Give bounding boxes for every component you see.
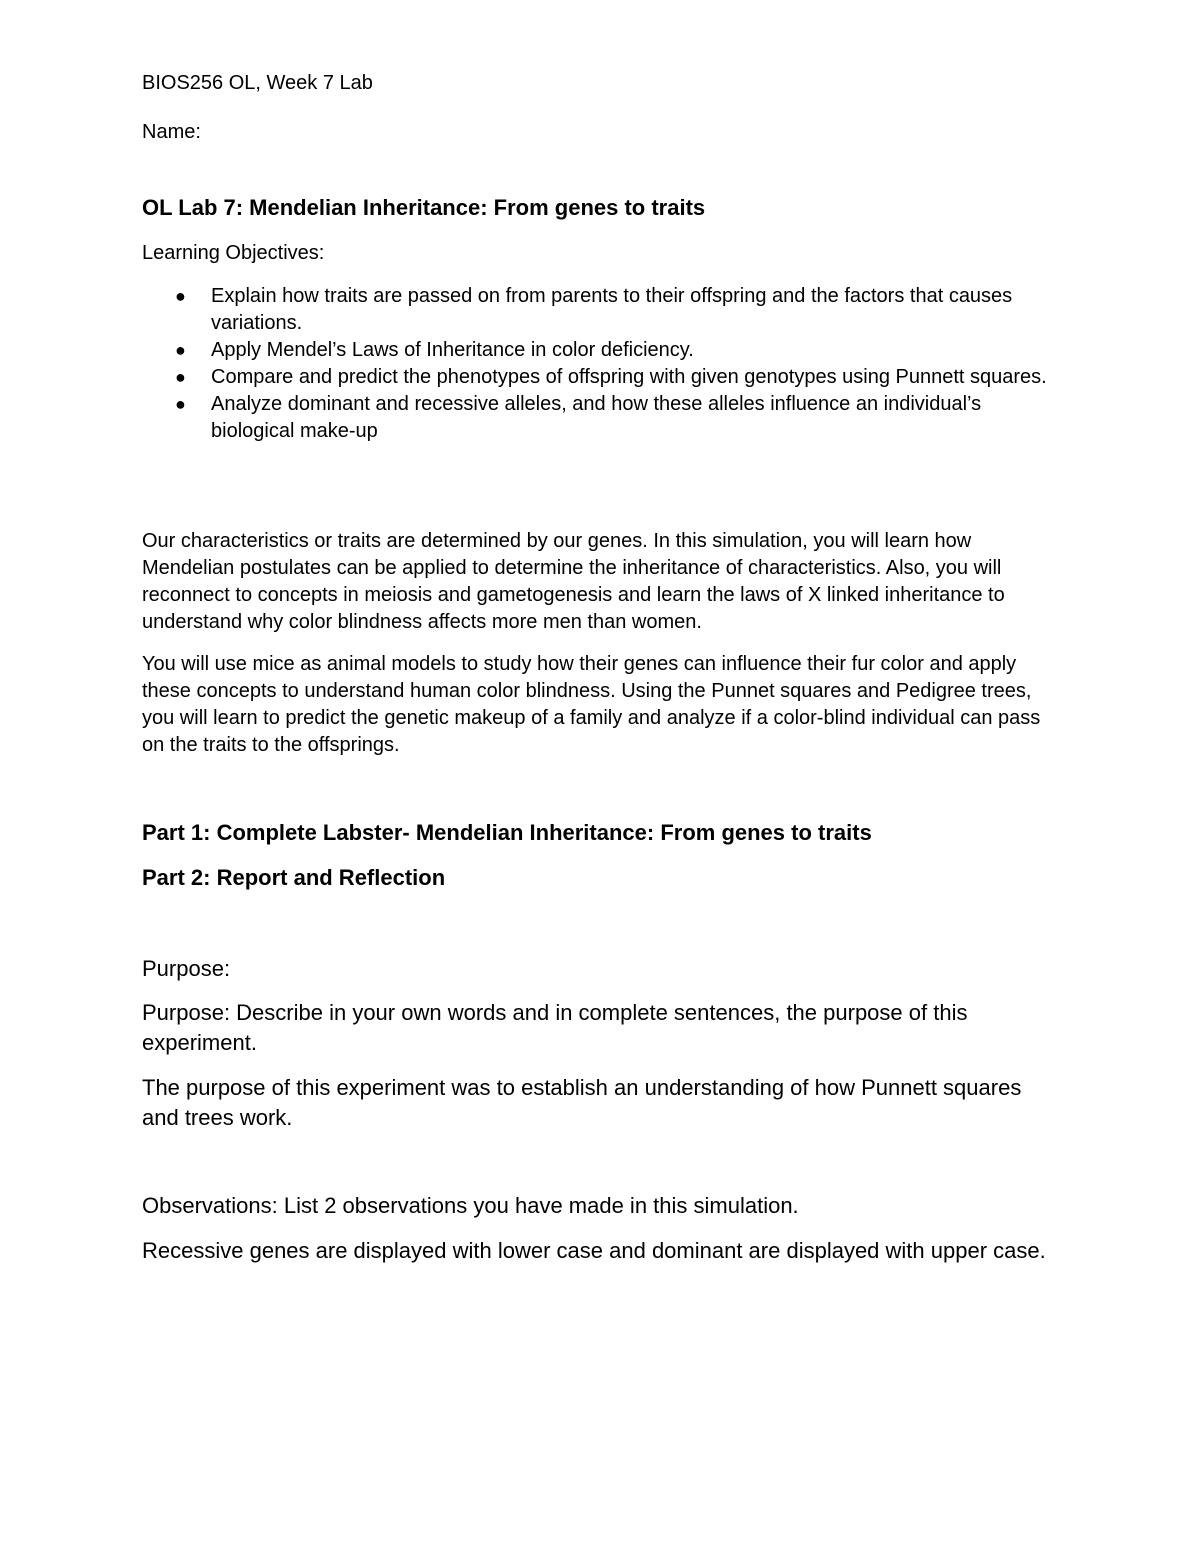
observations-answer: Recessive genes are displayed with lower case and dominant are displayed with upper case. <box>142 1238 1046 1263</box>
bullet-icon: ● <box>175 286 186 306</box>
purpose-answer: The purpose of this experiment was to establish an understanding of how Punnett squares and trees work. <box>142 1075 1022 1130</box>
observations-prompt: Observations: List 2 observations you have made in this simulation. <box>142 1193 799 1218</box>
list-item <box>142 364 1057 391</box>
bullet-icon: ● <box>175 340 186 360</box>
purpose-prompt: Purpose: Describe in your own words and in complete sentences, the purpose of this experiment. <box>142 1000 968 1055</box>
part-2-heading: Part 2: Report and Reflection <box>142 865 446 890</box>
objectives-list <box>142 283 1057 445</box>
part-1-heading: Part 1: Complete Labster- Mendelian Inheritance: From genes to traits <box>142 820 872 845</box>
purpose-label: Purpose: <box>142 956 231 981</box>
lab-title: OL Lab 7: Mendelian Inheritance: From genes to traits <box>142 195 706 220</box>
list-item <box>142 283 1057 337</box>
bullet-icon: ● <box>175 367 186 387</box>
course-header: BIOS256 OL, Week 7 Lab <box>142 72 373 94</box>
intro-paragraph-2: You will use mice as animal models to study how their genes can influence their fur color and apply these concepts to understand human color blindness. Using the Punnet squares and Pedigree trees, you will learn to predict the genetic makeup of a family and analyze if a color-blind individual can pass on the traits to the offsprings. <box>142 653 1041 756</box>
objective-text: Analyze dominant and recessive alleles, and how these alleles influence an individual’s biological make-up <box>211 393 982 442</box>
list-item <box>142 391 1057 445</box>
name-label: Name: <box>142 121 201 143</box>
objectives-label: Learning Objectives: <box>142 242 325 264</box>
objective-text: Explain how traits are passed on from parents to their offspring and the factors that causes variations. <box>211 285 1013 334</box>
list-item <box>142 337 1057 364</box>
intro-paragraph-1: Our characteristics or traits are determined by our genes. In this simulation, you will learn how Mendelian postulates can be applied to determine the inheritance of characteristics. Also, you will reconnect to concepts in meiosis and gametogenesis and learn the laws of X linked inheritance to understand why color blindness affects more men than women. <box>142 530 1005 633</box>
objective-text: Compare and predict the phenotypes of offspring with given genotypes using Punnett squares. <box>211 366 1047 388</box>
objective-text: Apply Mendel’s Laws of Inheritance in color deficiency. <box>211 339 694 361</box>
bullet-icon: ● <box>175 394 186 414</box>
